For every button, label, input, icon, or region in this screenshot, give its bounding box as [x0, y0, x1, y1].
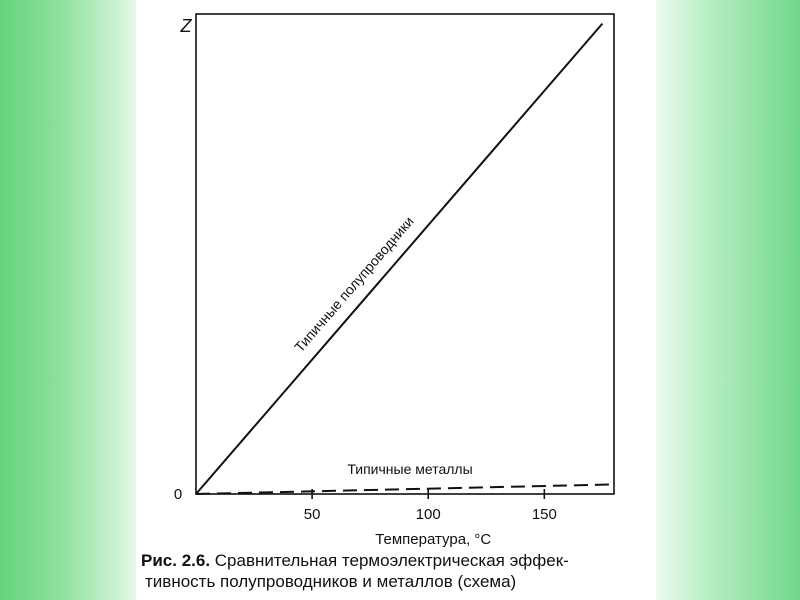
- y-axis-label: Z: [180, 16, 192, 36]
- x-tick-label: 50: [303, 506, 321, 523]
- label-layer: [291, 213, 473, 477]
- x-tick-label: 150: [531, 506, 557, 523]
- series-layer: [196, 24, 614, 494]
- figure-caption: [141, 550, 661, 592]
- series-label-metals: Типичные металлы: [347, 461, 473, 478]
- caption-line1: Сравнительная термоэлектрическая эффек-: [214, 551, 569, 570]
- caption-prefix: Рис. 2.6.: [141, 551, 211, 570]
- origin-label: 0: [173, 486, 183, 503]
- x-axis-label: Температура, °C: [375, 531, 492, 548]
- series-label-semiconductors: Типичные полупроводники: [291, 213, 417, 356]
- series-line-semiconductors: [196, 24, 602, 494]
- caption-line2: тивность полупроводников и металлов (схема): [145, 572, 517, 591]
- x-tick-label: 100: [415, 506, 441, 523]
- series-line-metals: [196, 484, 614, 494]
